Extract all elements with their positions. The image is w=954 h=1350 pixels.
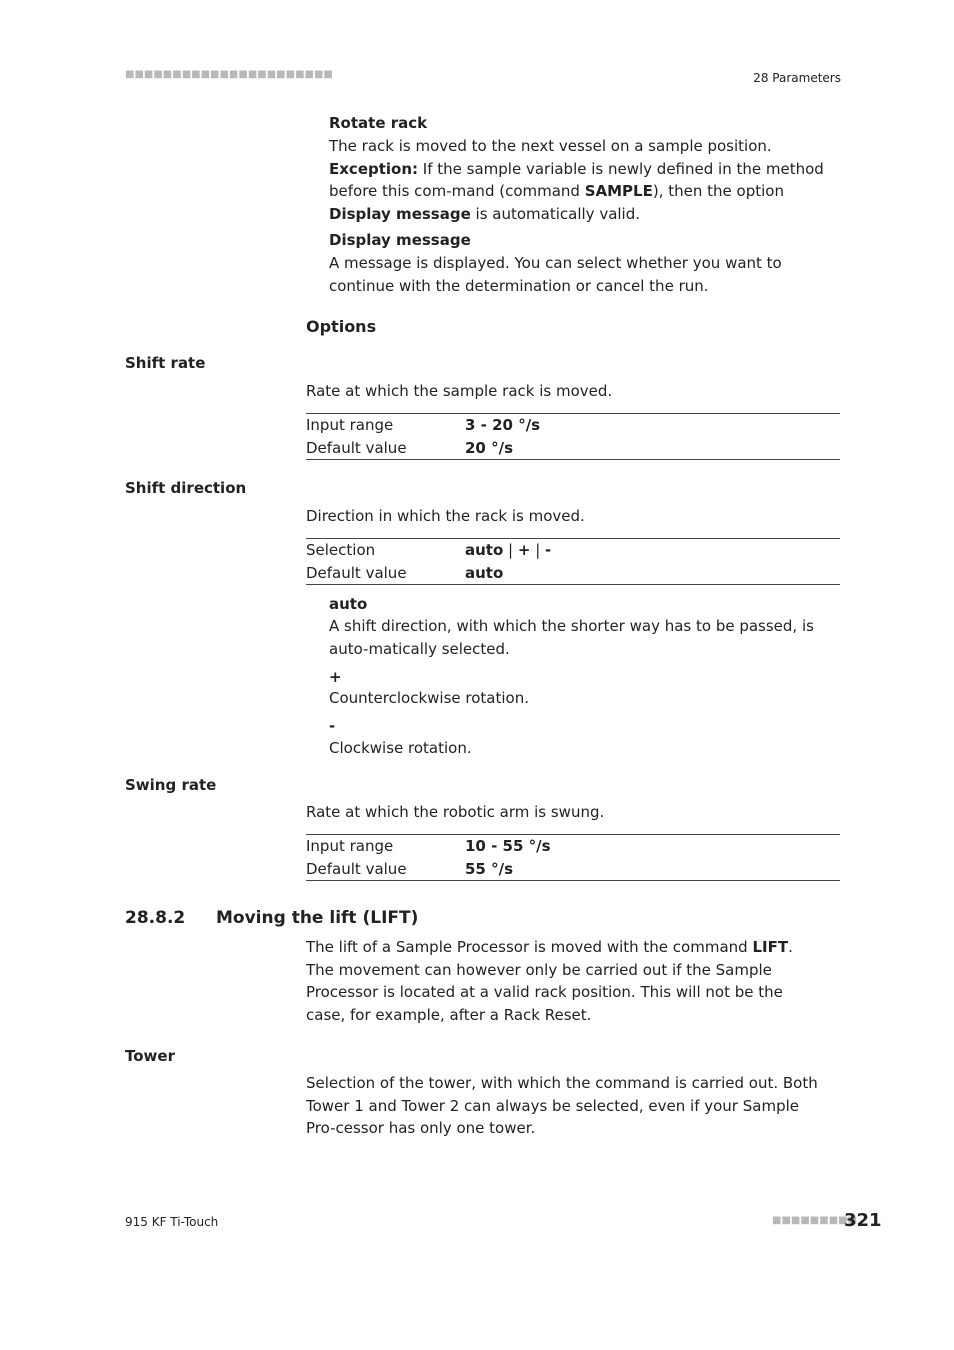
rotate-rack-text: The rack is moved to the next vessel on a sample position. Exception: If the sample variable is newly defined in the method before this com-mand (command SAMPLE), then the option Display message is automatically valid.	[329, 137, 824, 223]
table-key: Input range	[306, 837, 394, 855]
shift-rate-description: Rate at which the sample rack is moved.	[306, 382, 613, 400]
footer-product: 915 KF Ti-Touch	[125, 1215, 219, 1229]
shift-direction-label: Shift direction	[125, 479, 247, 497]
shift-rate-label: Shift rate	[125, 354, 206, 372]
option-title-minus: -	[329, 717, 336, 735]
tower-description: Selection of the tower, with which the command is carried out. Both Tower 1 and Tower 2 can always be selected, even if your Sample Pro-cessor has only one tower.	[306, 1074, 818, 1137]
table-key: Input range	[306, 416, 394, 434]
table-value: auto	[465, 563, 504, 582]
shift-rate-table	[306, 413, 840, 460]
table-row	[306, 562, 840, 585]
table-value: 10 - 55 °/s	[465, 837, 551, 855]
table-row	[306, 414, 840, 437]
swing-rate-label: Swing rate	[125, 776, 217, 794]
table-value: 55 °/s	[465, 859, 514, 878]
table-key: Default value	[306, 859, 407, 878]
table-row	[306, 835, 840, 858]
option-text-auto: A shift direction, with which the shorter way has to be passed, is auto-matically selected.	[329, 617, 814, 658]
shift-direction-description: Direction in which the rack is moved.	[306, 507, 585, 525]
table-value: 3 - 20 °/s	[465, 416, 541, 434]
table-key: Default value	[306, 563, 407, 582]
option-text-minus: Clockwise rotation.	[329, 739, 472, 757]
page-number: 321	[844, 1210, 882, 1231]
shift-direction-table	[306, 538, 840, 585]
table-row	[306, 437, 840, 460]
table-key: Selection	[306, 541, 376, 559]
section-title: Moving the lift (LIFT)	[216, 908, 419, 928]
table-key: Default value	[306, 438, 407, 457]
display-message-text: A message is displayed. You can select whether you want to continue with the determination or cancel the run.	[329, 254, 782, 295]
option-text-plus: Counterclockwise rotation.	[329, 689, 529, 707]
table-value: 20 °/s	[465, 438, 514, 457]
display-message-title: Display message	[329, 231, 471, 249]
table-row	[306, 539, 840, 562]
table-row	[306, 858, 840, 881]
swing-rate-table	[306, 834, 840, 881]
swing-rate-description: Rate at which the robotic arm is swung.	[306, 803, 605, 821]
options-heading: Options	[306, 317, 377, 336]
section-text: The lift of a Sample Processor is moved with the command LIFT. The movement can however only be carried out if the Sample Processor is located at a valid rack position. This will not be the case, for example, after a Rack Reset.	[306, 938, 793, 1024]
header-decoration: ■■■■■■■■■■■■■■■■■■■■■■	[125, 69, 333, 80]
table-value: auto | + | -	[465, 541, 552, 559]
footer-decoration: ■■■■■■■■■	[772, 1215, 858, 1226]
tower-label: Tower	[125, 1047, 175, 1065]
option-title-auto: auto	[329, 595, 368, 613]
option-title-plus: +	[329, 668, 342, 686]
section-number: 28.8.2	[125, 908, 186, 928]
rotate-rack-title: Rotate rack	[329, 114, 428, 132]
chapter-title: 28 Parameters	[753, 71, 841, 85]
